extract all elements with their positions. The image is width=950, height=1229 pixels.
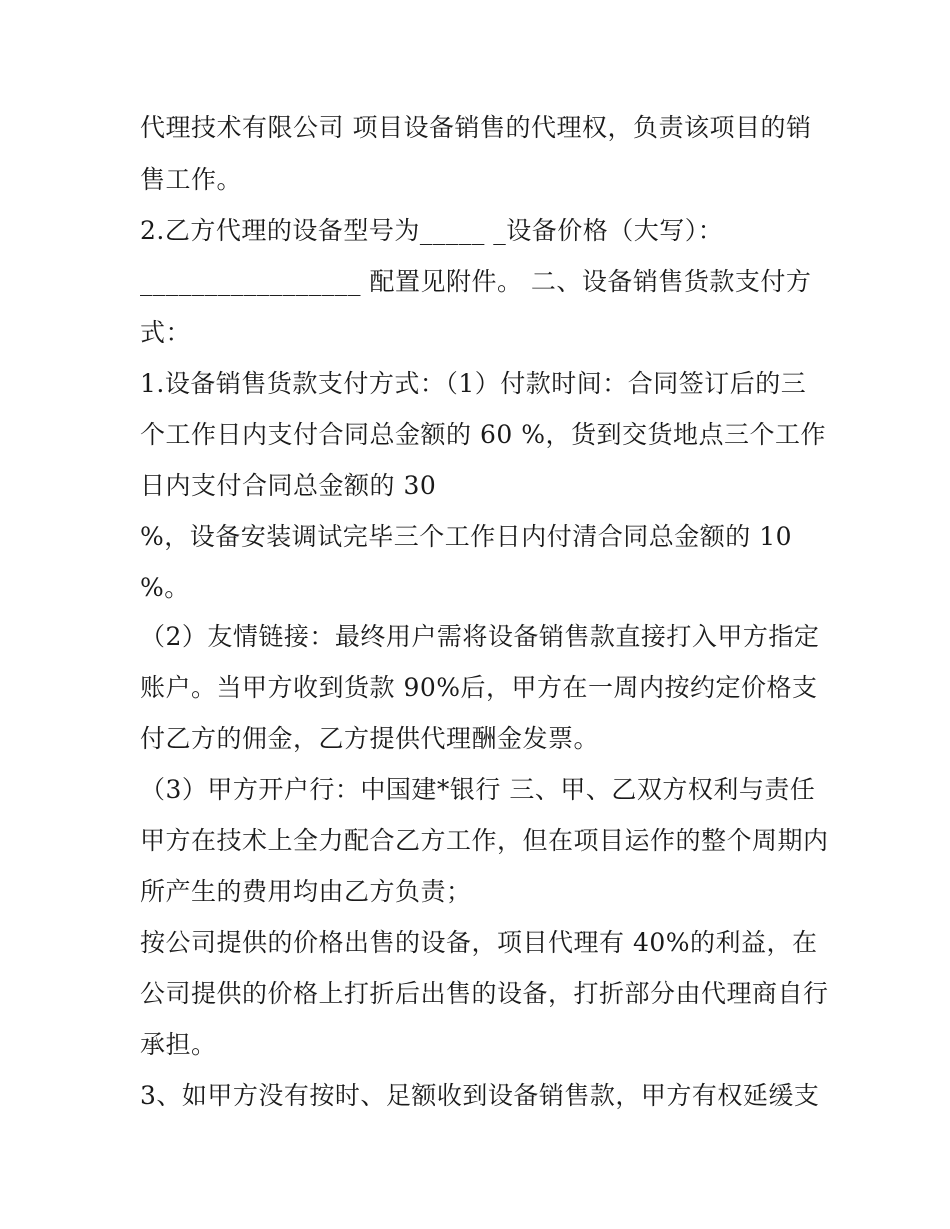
text-line: 售工作。 (140, 165, 243, 194)
text-line: （2）友情链接：最终用户需将设备销售款直接打入甲方指定 (140, 622, 820, 651)
text-line: %，设备安装调试完毕三个工作日内付清合同总金额的 10 (140, 522, 793, 551)
text-line: 按公司提供的价格出售的设备，项目代理有 40%的利益，在 (140, 928, 818, 957)
text-line: 账户。当甲方收到货款 90%后，甲方在一周内按约定价格支 (140, 673, 818, 702)
text-line: 所产生的费用均由乙方负责； (140, 877, 472, 906)
text-line: 1.设备销售货款支付方式：（1）付款时间：合同签订后的三 (140, 369, 807, 398)
text-line: 付乙方的佣金，乙方提供代理酬金发票。 (140, 724, 600, 753)
text-line: _________________ 配置见附件。 二、设备销售货款支付方 (140, 267, 812, 296)
text-line: 3、如甲方没有按时、足额收到设备销售款，甲方有权延缓支 (140, 1081, 820, 1110)
text-line: （3）甲方开户行：中国建*银行 三、甲、乙双方权利与责任 (140, 775, 816, 804)
text-line: 2.乙方代理的设备型号为_____ _设备价格（大写）： (140, 216, 724, 245)
text-line: 日内支付合同总金额的 30 (140, 471, 437, 500)
text-line: %。 (140, 573, 190, 602)
text-line: 承担。 (140, 1030, 217, 1059)
text-line: 代理技术有限公司 项目设备销售的代理权，负责该项目的销 (140, 113, 812, 142)
text-line: 公司提供的价格上打折后出售的设备，打折部分由代理商自行 (140, 979, 829, 1008)
text-line: 甲方在技术上全力配合乙方工作，但在项目运作的整个周期内 (140, 826, 829, 855)
text-line: 式： (140, 318, 192, 347)
text-line: 个工作日内支付合同总金额的 60 %，货到交货地点三个工作 (140, 420, 826, 449)
